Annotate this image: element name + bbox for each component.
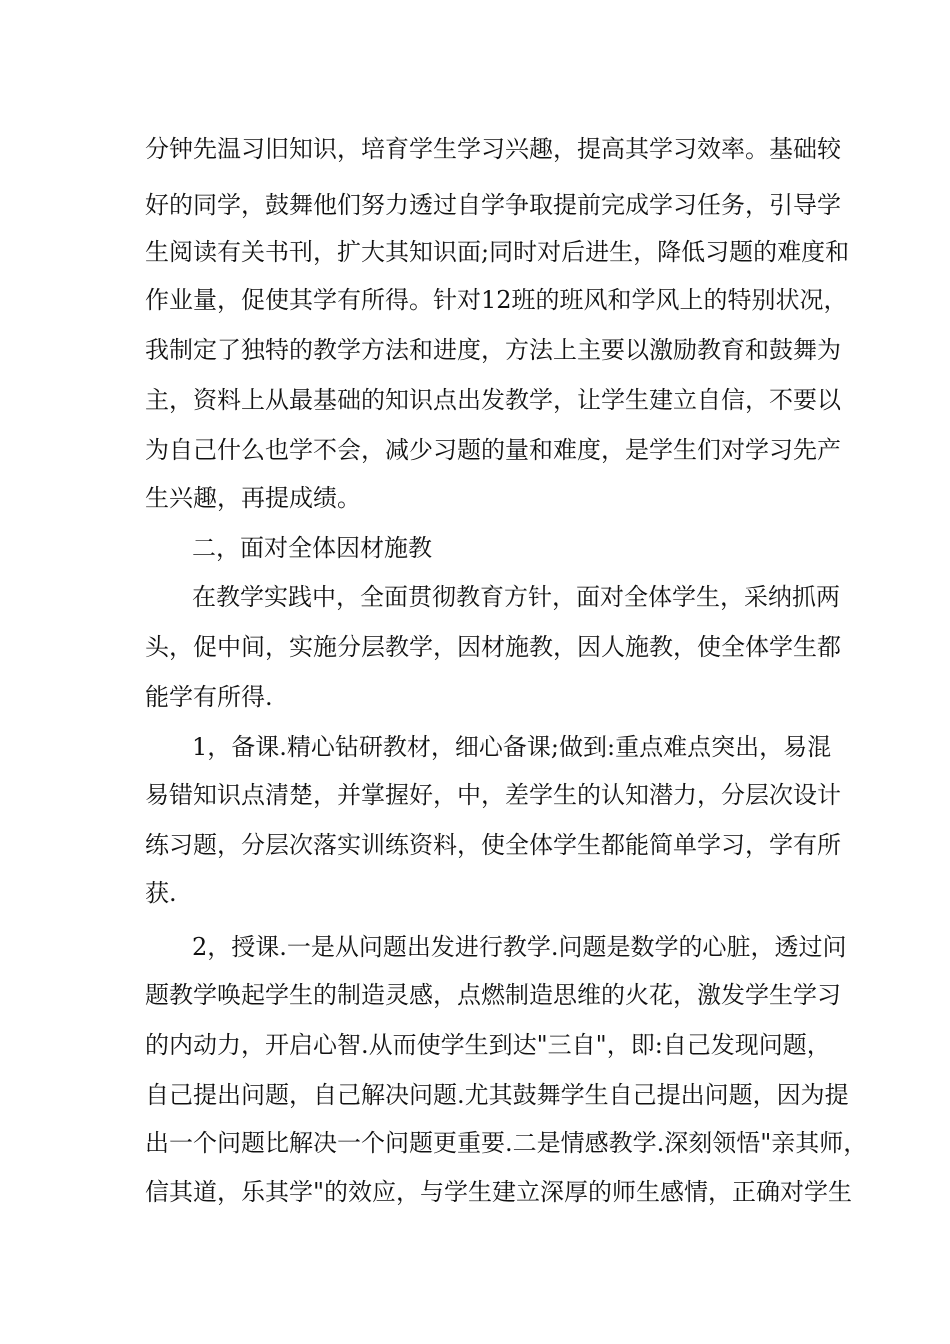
text-line: 生阅读有关书刊，扩大其知识面;同时对后进生，降低习题的难度和 [145, 238, 850, 266]
text-line: 主，资料上从最基础的知识点出发教学，让学生建立自信，不要以 [145, 386, 841, 414]
text-line: 能学有所得. [145, 683, 273, 711]
text-line: 我制定了独特的教学方法和进度，方法上主要以激励教育和鼓舞为 [145, 336, 841, 364]
text-line: 获. [145, 879, 177, 907]
paragraph-first-line: 在教学实践中，全面贯彻教育方针，面对全体学生，采纳抓两 [192, 583, 840, 611]
section-heading: 二，面对全体因材施教 [192, 534, 432, 562]
text-line: 生兴趣，再提成绩。 [145, 484, 361, 512]
paragraph-first-line: 1，备课.精心钻研教材，细心备课;做到:重点难点突出，易混 [192, 733, 832, 761]
text-line: 易错知识点清楚，并掌握好，中，差学生的认知潜力，分层次设计 [145, 781, 841, 809]
text-line: 出一个问题比解决一个问题更重要.二是情感教学.深刻领悟"亲其师， [145, 1129, 868, 1157]
text-line: 作业量，促使其学有所得。针对12班的班风和学风上的特别状况， [145, 286, 848, 314]
text-line: 的内动力，开启心智.从而使学生到达"三自"，即:自己发现问题， [145, 1031, 831, 1059]
text-line: 自己提出问题，自己解决问题.尤其鼓舞学生自己提出问题，因为提 [145, 1081, 849, 1109]
text-line: 题教学唤起学生的制造灵感，点燃制造思维的火花，激发学生学习 [145, 981, 841, 1009]
text-line: 练习题，分层次落实训练资料，使全体学生都能简单学习，学有所 [145, 831, 841, 859]
text-line: 好的同学，鼓舞他们努力透过自学争取提前完成学习任务，引导学 [145, 191, 841, 219]
text-line: 信其道，乐其学"的效应，与学生建立深厚的师生感情，正确对学生 [145, 1178, 853, 1206]
text-line: 分钟先温习旧知识，培育学生学习兴趣，提高其学习效率。基础较 [145, 135, 841, 163]
text-line: 为自己什么也学不会，减少习题的量和难度，是学生们对学习先产 [145, 436, 841, 464]
paragraph-first-line: 2，授课.一是从问题出发进行教学.问题是数学的心脏，透过问 [192, 933, 847, 961]
text-line: 头，促中间，实施分层教学，因材施教，因人施教，使全体学生都 [145, 633, 841, 661]
